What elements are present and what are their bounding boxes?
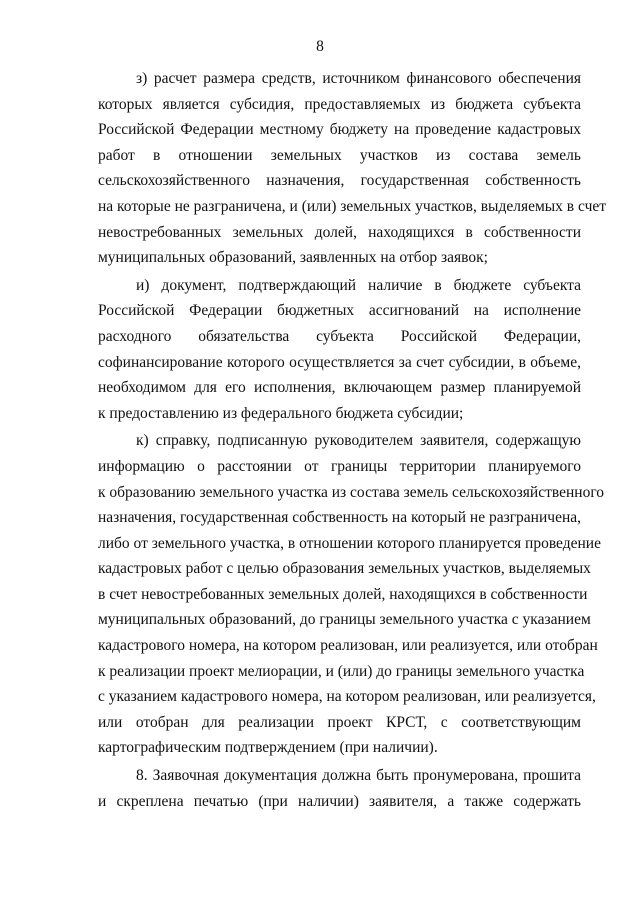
text-line: к) справку, подписанную руководителем заявителя, содержащую [136,432,581,450]
text-line: расходного обязательства субъекта Российской Федерации, [98,327,581,345]
text-line: необходимом для его исполнения, включающем размер планируемой [98,379,581,397]
text-line: к образованию земельного участка из состава земель сельскохозяйственного [98,483,605,501]
text-line: муниципальных образований, до границы земельного участка с указанием [98,611,591,629]
text-line: з) расчет размера средств, источником финансового обеспечения [136,70,581,87]
text-line: или отобран для реализации проект КРСТ, с соответствующим [98,713,581,731]
text-line: картографическим подтверждением (при наличии). [98,739,438,757]
text-line: в счет невостребованных земельных долей, находящихся в собственности [98,585,588,603]
text-line: Российской Федерации бюджетных ассигнований на исполнение [98,302,581,320]
text-line: невостребованных земельных долей, находящихся в собственности [98,223,581,241]
text-line: либо от земельного участка, в отношении которого планируется проведение [98,534,601,552]
text-line: муниципальных образований, заявленных на отбор заявок; [98,249,488,267]
text-line: и скреплена печатью (при наличии) заявителя, а также содержать [98,792,581,810]
text-line: Российской Федерации местному бюджету на проведение кадастровых [98,121,581,139]
text-line: на которые не разграничена, и (или) земельных участков, выделяемых в счет [98,197,607,215]
text-line: информацию о расстоянии от границы территории планируемого [98,457,581,475]
text-line: сельскохозяйственного назначения, государственная собственность [98,172,581,190]
text-line: к предоставлению из федерального бюджета субсидии; [98,404,464,422]
text-line: и) документ, подтверждающий наличие в бюджете субъекта [136,276,581,294]
text-line: к реализации проект мелиорации, и (или) до границы земельного участка [98,662,585,680]
text-line: работ в отношении земельных участков из состава земель [98,146,581,164]
document-body [98,66,607,814]
text-line: кадастрового номера, на котором реализован, или реализуется, или отобран [98,637,598,655]
page-number: 8 [316,38,324,55]
text-line: назначения, государственная собственность на который не разграничена, [98,509,581,527]
text-line: софинансирование которого осуществляется за счет субсидии, в объеме, [98,353,581,371]
text-line: с указанием кадастрового номера, на котором реализован, или реализуется, [98,688,596,706]
text-line: 8. Заявочная документация должна быть пронумерована, прошита [136,767,581,785]
text-line: которых является субсидия, предоставляемых из бюджета субъекта [98,95,581,113]
text-line: кадастровых работ с целью образования земельных участков, выделяемых [98,560,591,578]
